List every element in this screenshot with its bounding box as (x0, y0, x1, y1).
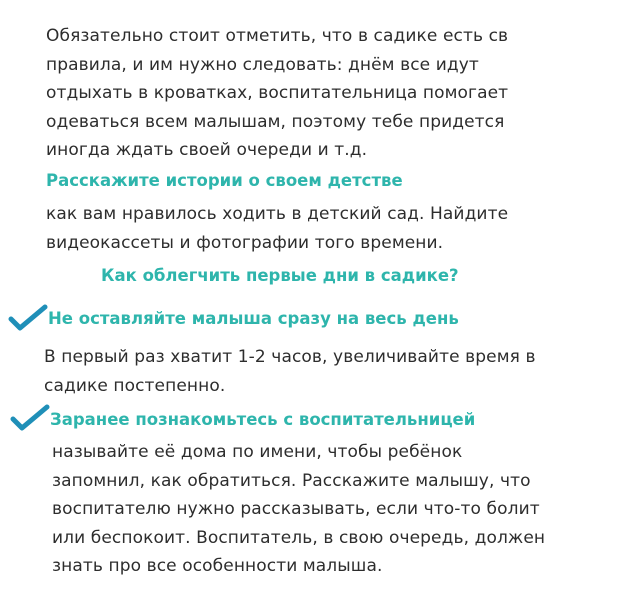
intro-paragraph: Обязательно стоит отметить, что в садике есть св правила, и им нужно следовать: днём все идут отдыхать в кроватках, воспитательница помогает одеваться всем малышам, поэтому тебе придется иногда ждать своей очереди и т.д. (46, 26, 509, 160)
tip-2-paragraph: называйте её дома по имени, чтобы ребёнок запомнил, как обратиться. Расскажите малышу, что воспитателю нужно рассказывать, если что-то болит или беспокоит. Воспитатель, в свою очередь, должен знать про все особенности малыша. (52, 442, 546, 576)
checkmark-icon (10, 404, 50, 432)
question-heading: Как облегчить первые дни в садике? (101, 266, 459, 285)
tip-1-heading: Не оставляйте малыша сразу на весь день (48, 309, 459, 328)
childhood-heading: Расскажите истории о своем детстве (46, 171, 403, 190)
childhood-paragraph: как вам нравилось ходить в детский сад. Найдите видеокассеты и фотографии того времени. (46, 204, 509, 253)
tip-1-paragraph: В первый раз хватит 1-2 часов, увеличивайте время в садике постепенно. (44, 347, 536, 396)
tip-2-heading: Заранее познакомьтесь с воспитательницей (50, 410, 476, 429)
checkmark-icon (8, 304, 48, 332)
